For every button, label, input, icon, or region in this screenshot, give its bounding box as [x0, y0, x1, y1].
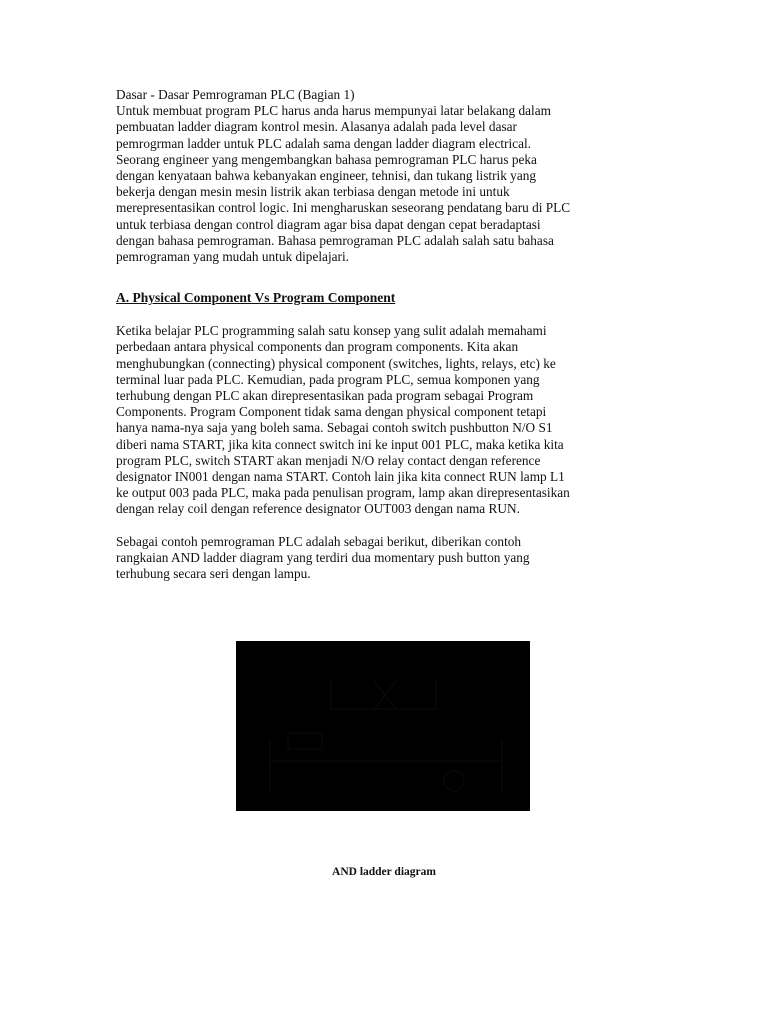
body-paragraph: [116, 323, 676, 517]
body-line: program PLC, switch START akan menjadi N/O relay contact dengan reference: [116, 452, 541, 468]
wiring-line: [331, 681, 436, 709]
ladder-diagram-figure: [236, 641, 530, 811]
body-line: diberi nama START, jika kita connect switch ini ke input 001 PLC, maka ketika kita: [116, 436, 564, 452]
figure-caption: AND ladder diagram: [332, 866, 436, 878]
body-line: terminal luar pada PLC. Kemudian, pada program PLC, semua komponen yang: [116, 371, 540, 387]
intro-line: Untuk membuat program PLC harus anda harus mempunyai latar belakang dalam: [116, 103, 551, 119]
ladder-diagram-image: [236, 641, 530, 811]
body-line: terhubung dengan PLC akan direpresentasikan pada program sebagai Program: [116, 388, 534, 404]
example-line: rangkaian AND ladder diagram yang terdiri dua momentary push button yang: [116, 549, 530, 565]
intro-line: merepresentasikan control logic. Ini mengharuskan seseorang pendatang baru di PLC: [116, 200, 571, 216]
paragraph-gap: [116, 265, 676, 281]
lamp-symbol: [444, 771, 464, 791]
intro-line: pemrograman yang mudah untuk dipelajari.: [116, 249, 349, 265]
body-line: hanya nama-nya saja yang boleh sama. Sebagai contoh switch pushbutton N/O S1: [116, 420, 553, 436]
intro-line: dengan bahasa pemrograman. Bahasa pemrograman PLC adalah salah satu bahasa: [116, 232, 554, 248]
paragraph-gap: [116, 307, 676, 323]
example-paragraph: [116, 534, 676, 583]
paragraph-gap: [116, 518, 676, 534]
intro-line: pemrogrman ladder untuk PLC adalah sama dengan ladder diagram electrical.: [116, 135, 531, 151]
body-line: dengan relay coil dengan reference designator OUT003 dengan nama RUN.: [116, 501, 520, 517]
intro-line: dengan kenyataan bahwa kebanyakan engineer, tehnisi, dan tukang listrik yang: [116, 168, 537, 184]
intro-line: bekerja dengan mesin mesin listrik akan terbiasa dengan metode ini untuk: [116, 184, 510, 200]
example-line: terhubung secara seri dengan lampu.: [116, 566, 311, 582]
example-line: Sebagai contoh pemrograman PLC adalah sebagai berikut, diberikan contoh: [116, 533, 522, 549]
switch-box: [288, 733, 322, 749]
document-body: [116, 87, 676, 582]
body-line: perbedaan antara physical components dan program components. Kita akan: [116, 339, 519, 355]
body-line: designator IN001 dengan nama START. Contoh lain jika kita connect RUN lamp L1: [116, 469, 565, 485]
document-title: Dasar - Dasar Pemrograman PLC (Bagian 1): [116, 87, 355, 102]
intro-line: Seorang engineer yang mengembangkan bahasa pemrograman PLC harus peka: [116, 151, 537, 167]
intro-line: pembuatan ladder diagram kontrol mesin. Alasanya adalah pada level dasar: [116, 119, 517, 135]
body-line: menghubungkan (connecting) physical component (switches, lights, relays, etc) ke: [116, 355, 556, 371]
section-heading: A. Physical Component Vs Program Component: [116, 290, 396, 306]
body-line: ke output 003 pada PLC, maka pada penulisan program, lamp akan direpresentasikan: [116, 485, 570, 501]
intro-line: untuk terbiasa dengan control diagram agar bisa dapat dengan cepat beradaptasi: [116, 216, 541, 232]
intro-paragraph: [116, 103, 676, 265]
body-line: Ketika belajar PLC programming salah satu konsep yang sulit adalah memahami: [116, 323, 547, 339]
body-line: Components. Program Component tidak sama dengan physical component tetapi: [116, 404, 547, 420]
